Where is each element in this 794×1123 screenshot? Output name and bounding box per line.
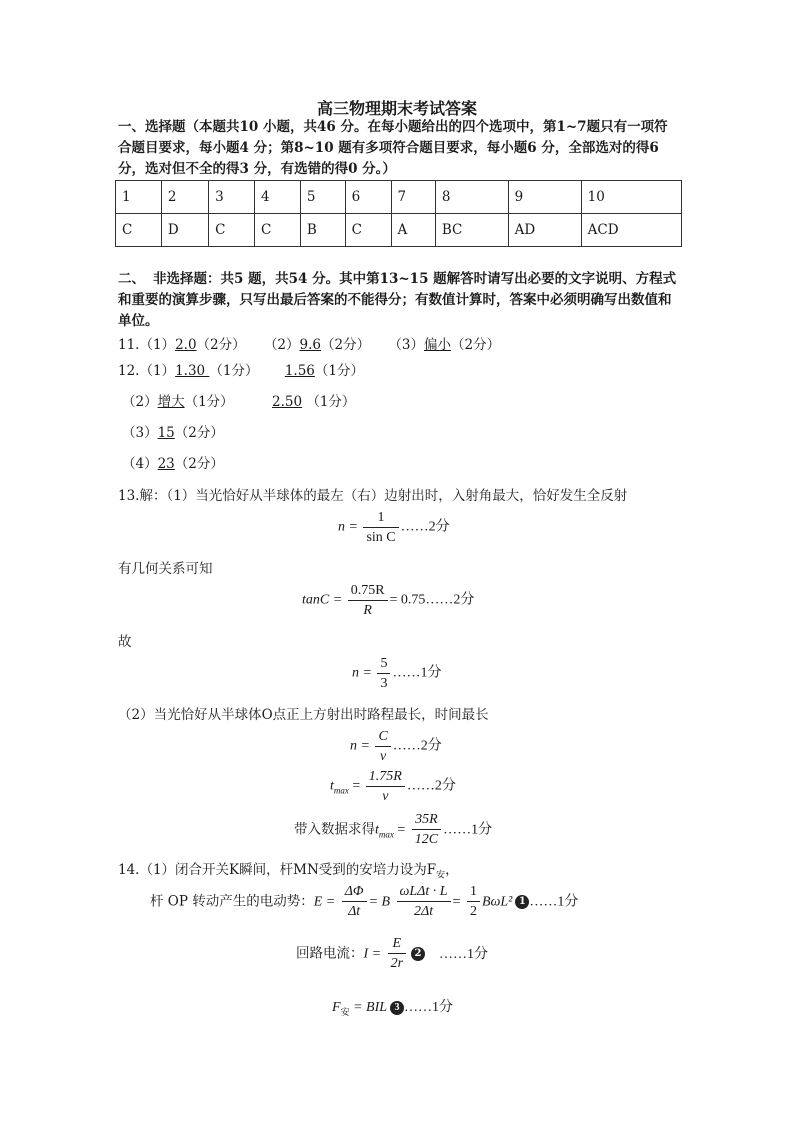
eq-subscript: max (378, 829, 394, 840)
section2-lead: 二、 (118, 271, 145, 287)
fraction (366, 768, 405, 805)
score-label: ……1分 (404, 1000, 454, 1015)
table-cell: 7 (391, 181, 435, 214)
q14-current-equation (296, 935, 488, 972)
q12-score1a: （1分） (209, 363, 259, 379)
q13-so-text: 故 (118, 634, 132, 650)
fraction-numerator: 1 (363, 509, 398, 528)
eq-lhs: t (375, 822, 379, 838)
table-cell: AD (508, 214, 581, 247)
q12-line1 (118, 359, 364, 379)
q12-part1-label: 12.（1） (118, 363, 176, 379)
fraction-numerator: C (375, 728, 390, 747)
fraction-denominator: R (363, 603, 372, 618)
table-cell: BC (435, 214, 508, 247)
fraction (397, 883, 451, 920)
section1-instructions (118, 117, 678, 180)
fraction-denominator: 12C (414, 832, 439, 847)
eq-subscript: 安 (340, 1006, 350, 1017)
eq6-text: 带入数据求得 (294, 821, 375, 838)
q13-part2-text: （2）当光恰好从半球体O点正上方射出时路程最长，时间最长 (118, 707, 489, 723)
q12-line3 (122, 421, 224, 441)
q12-answer1b: 1.56 (284, 363, 315, 379)
q11-answer3: 偏小 (424, 337, 451, 353)
q11-part1-label: 11.（1） (118, 337, 176, 353)
table-cell: C (254, 214, 300, 247)
q12-answer3: 15 (157, 425, 175, 441)
fraction-numerator: 1 (467, 883, 480, 902)
fraction (388, 935, 406, 972)
q14-intro (118, 858, 459, 881)
eq-tail: BωL² (481, 894, 513, 910)
score-label: ……2分 (400, 519, 450, 535)
table-cell: 10 (581, 181, 681, 214)
fraction (377, 655, 390, 692)
eq-lhs: n = (338, 519, 358, 535)
q13-eq5 (330, 768, 456, 805)
page-title: 高三物理期末考试答案 (316, 99, 477, 118)
q11-answer2: 9.6 (299, 337, 322, 353)
circled-number-icon: 3 (390, 1001, 404, 1015)
table-cell: 3 (209, 181, 255, 214)
fraction (348, 582, 388, 619)
circled-number-icon: 1 (515, 895, 529, 909)
section2-instructions (118, 269, 678, 332)
table-cell: 6 (345, 181, 391, 214)
score-label: ……1分 (392, 665, 442, 681)
table-cell: ACD (581, 214, 681, 247)
choice-answer-table (115, 180, 682, 247)
fraction (363, 509, 398, 546)
fraction (412, 811, 441, 848)
q11-answers (118, 333, 500, 353)
fraction-numerator: ΔΦ (342, 883, 367, 902)
q12-answer4: 23 (157, 456, 175, 472)
q12-score1b: （1分） (314, 363, 364, 379)
table-cell: 1 (116, 181, 162, 214)
q12-part2-label: （2） (122, 394, 158, 410)
fraction-numerator: 35R (412, 811, 441, 830)
q12-answer1a: 1.30 (175, 363, 210, 379)
eq-sign: = (348, 778, 361, 794)
eq-rhs: = BIL (349, 1000, 388, 1015)
fraction-denominator: v (380, 749, 387, 764)
eq-lhs: n = (350, 738, 370, 754)
q12-score4: （2分） (174, 456, 224, 472)
q12-score2a: （1分） (184, 394, 234, 410)
emf-label: 杆 OP 转动产生的电动势： (150, 893, 314, 910)
fraction-denominator: v (382, 789, 389, 804)
q11-part2-label: （2） (263, 337, 300, 353)
score-label: ……2分 (392, 738, 442, 754)
current-label: 回路电流： (296, 945, 364, 962)
q11-score2: （2分） (321, 337, 371, 353)
eq-sign: = (393, 822, 406, 838)
q13-eq4 (350, 728, 442, 765)
fraction-numerator: ωLΔt · L (397, 883, 451, 902)
score-label: ……2分 (406, 778, 456, 794)
q11-score3: （2分） (451, 337, 501, 353)
q12-answer2a: 增大 (157, 394, 185, 410)
score-label: ……1分 (529, 894, 579, 910)
fraction-denominator: 3 (380, 676, 388, 691)
question-number-row (116, 181, 682, 214)
q12-line2 (122, 390, 355, 410)
circled-number-icon: 2 (411, 947, 425, 961)
q12-part4-label: （4） (122, 456, 158, 472)
q13-eq1 (338, 509, 450, 546)
fraction-denominator: 2r (390, 956, 404, 971)
section1-desc: （本题共10 小题，共46 分。在每小题给出的四个选项中，第1~7题只有一项符合题目要求，每小题4 分；第8~10 题有多项符合题目要求，每小题6 分，全部选对的得6 分，选对但不全的得3 分，有选错的得0 分。） (118, 119, 668, 177)
q13-intro: 13.解：（1）当光恰好从半球体的最左（右）边射出时，入射角最大，恰好发生全反射 (118, 488, 628, 504)
table-cell: C (345, 214, 391, 247)
fraction-denominator: Δt (348, 904, 361, 919)
q14-intro-end: ， (445, 862, 459, 878)
fraction-denominator: sin C (366, 530, 396, 545)
table-cell: 4 (254, 181, 300, 214)
fraction (375, 728, 390, 765)
fraction-denominator: 2Δt (414, 904, 434, 919)
table-cell: A (391, 214, 435, 247)
table-cell: D (161, 214, 208, 247)
fraction-numerator: 0.75R (348, 582, 388, 601)
q14-emf-equation (150, 883, 578, 920)
table-cell: C (209, 214, 255, 247)
section2-desc: 非选择题：共5 题，共54 分。其中第13~15 题解答时请写出必要的文字说明、方程式和重要的演算步骤，只写出最后答案的不能得分；有数值计算时，答案中必须明确写出数值和单位。 (118, 271, 677, 329)
q13-geometry-text: 有几何关系可知 (118, 561, 213, 577)
q11-score1: （2分） (196, 337, 246, 353)
eq-subscript: max (333, 785, 349, 796)
q12-score2b: （1分） (302, 394, 356, 410)
eq-lhs: F (332, 1000, 341, 1015)
eq-lhs: I = (363, 946, 382, 962)
q14-force-equation (332, 996, 453, 1018)
table-cell: B (300, 214, 345, 247)
q12-score3: （2分） (174, 425, 224, 441)
table-cell: 2 (161, 181, 208, 214)
q12-answer2b: 2.50 (271, 394, 303, 410)
eq-rhs: = 0.75……2分 (389, 592, 475, 608)
eq-sign: = (452, 894, 461, 910)
table-cell: 5 (300, 181, 345, 214)
score-label: ……1分 (439, 946, 489, 962)
table-cell: C (116, 214, 162, 247)
fraction-numerator: 5 (377, 655, 390, 674)
score-label: ……1分 (443, 822, 493, 838)
eq-lhs: E = (313, 894, 336, 910)
table-cell: 8 (435, 181, 508, 214)
q13-eq6 (294, 811, 492, 848)
eq-lhs: t (330, 778, 334, 794)
q11-part3-label: （3） (388, 337, 424, 353)
fraction (342, 883, 367, 920)
q11-answer1: 2.0 (175, 337, 197, 353)
q12-line4 (122, 452, 224, 472)
table-cell: 9 (508, 181, 581, 214)
eq-lhs: tanC = (302, 592, 343, 608)
q12-part3-label: （3） (122, 425, 158, 441)
fraction-denominator: 2 (469, 904, 477, 919)
eq-mid: = B (368, 894, 391, 910)
q14-intro-text: 14.（1）闭合开关K瞬间，杆MN受到的安培力设为F (118, 862, 437, 878)
fraction-numerator: 1.75R (366, 768, 405, 787)
q13-eq2 (302, 582, 474, 619)
fraction (467, 883, 480, 920)
q13-eq3 (352, 655, 441, 692)
section1-lead: 一、选择题 (118, 119, 186, 135)
fraction-numerator: E (388, 935, 406, 954)
eq-lhs: n = (352, 665, 372, 681)
answer-row (116, 214, 682, 247)
q14-intro-subscript: 安 (436, 870, 446, 881)
